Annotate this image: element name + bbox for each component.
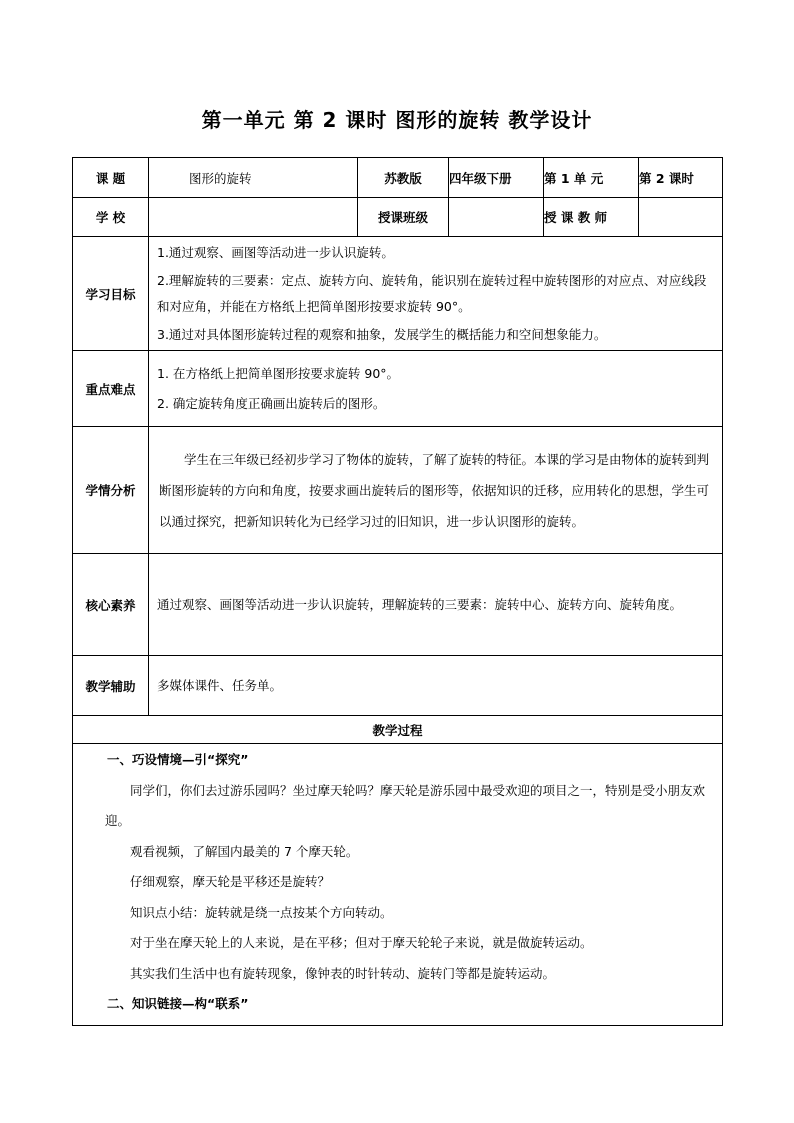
process-row	[73, 744, 723, 1026]
process-section-title: 一、巧设情境—引“探究”	[107, 752, 249, 767]
key-points-row	[73, 351, 723, 427]
process-paragraph: 同学们，你们去过游乐园吗？坐过摩天轮吗？摩天轮是游乐园中最受欢迎的项目之一，特别是受小朋友欢迎。	[105, 782, 706, 828]
lesson-plan-table	[72, 157, 723, 1026]
key-points-content	[149, 351, 723, 427]
student-analysis-label: 学情分析	[73, 427, 149, 554]
student-analysis-text: 学生在三年级已经初步学习了物体的旋转，了解了旋转的特征。本课的学习是由物体的旋转到判断图形旋转的方向和角度，按要求画出旋转后的图形等，依据知识的迁移，应用转化的思想，学生可以通过探究，把新知识转化为已经学习过的旧知识，进一步认识图形的旋转。	[159, 451, 710, 529]
teaching-aids-content	[149, 656, 723, 716]
process-paragraph: 知识点小结：旋转就是绕一点按某个方向转动。	[130, 904, 393, 920]
process-paragraph: 其实我们生活中也有旋转现象，像钟表的时针转动、旋转门等都是旋转运动。	[130, 965, 556, 981]
page-title: 第一单元 第 2 课时 图形的旋转 教学设计	[201, 108, 593, 132]
process-section-title: 二、知识链接—构“联系”	[107, 996, 249, 1011]
key-points-label: 重点难点	[73, 351, 149, 427]
teaching-aids-label: 教学辅助	[73, 656, 149, 716]
core-literacy-label: 核心素养	[73, 554, 149, 656]
unit-value: 第 1 单 元	[544, 158, 639, 198]
header-row	[73, 158, 723, 198]
objective-item: 2.理解旋转的三要素：定点、旋转方向、旋转角，能识别在旋转过程中旋转图形的对应点、对应线段和对应角，并能在方格纸上把简单图形按要求旋转 90°。	[157, 272, 707, 314]
label-teacher: 授 课 教 师	[544, 198, 639, 237]
objectives-content	[149, 237, 723, 351]
objectives-row	[73, 237, 723, 351]
process-paragraph: 仔细观察，摩天轮是平移还是旋转？	[130, 874, 331, 889]
label-school: 学 校	[73, 198, 149, 237]
key-point-item: 1. 在方格纸上把简单图形按要求旋转 90°。	[157, 365, 400, 381]
teaching-aids-row	[73, 656, 723, 716]
topic-value: 图形的旋转	[149, 158, 358, 198]
label-class: 授课班级	[358, 198, 449, 237]
objective-item: 3.通过对具体图形旋转过程的观察和抽象，发展学生的概括能力和空间想象能力。	[157, 326, 607, 342]
objective-item: 1.通过观察、画图等活动进一步认识旋转。	[157, 244, 394, 260]
class-value	[449, 198, 544, 237]
student-analysis-content	[149, 427, 723, 554]
process-heading: 教学过程	[73, 716, 723, 744]
core-literacy-row	[73, 554, 723, 656]
process-paragraph: 对于坐在摩天轮上的人来说，是在平移；但对于摩天轮轮子来说，就是做旋转运动。	[130, 935, 593, 950]
process-heading-row	[73, 716, 723, 744]
teacher-value	[639, 198, 723, 237]
process-paragraph: 观看视频，了解国内最美的 7 个摩天轮。	[130, 843, 359, 859]
student-analysis-row	[73, 427, 723, 554]
core-literacy-text: 通过观察、画图等活动进一步认识旋转，理解旋转的三要素：旋转中心、旋转方向、旋转角度。	[157, 596, 683, 612]
label-topic: 课 题	[73, 158, 149, 198]
teaching-aids-text: 多媒体课件、任务单。	[157, 677, 283, 693]
core-literacy-content	[149, 554, 723, 656]
process-content	[73, 744, 723, 1026]
lesson-value: 第 2 课时	[639, 158, 723, 198]
school-row	[73, 198, 723, 237]
publisher-value: 苏教版	[358, 158, 449, 198]
key-point-item: 2. 确定旋转角度正确画出旋转后的图形。	[157, 395, 386, 411]
grade-value: 四年级下册	[449, 158, 544, 198]
objectives-label: 学习目标	[73, 237, 149, 351]
school-value	[149, 198, 358, 237]
